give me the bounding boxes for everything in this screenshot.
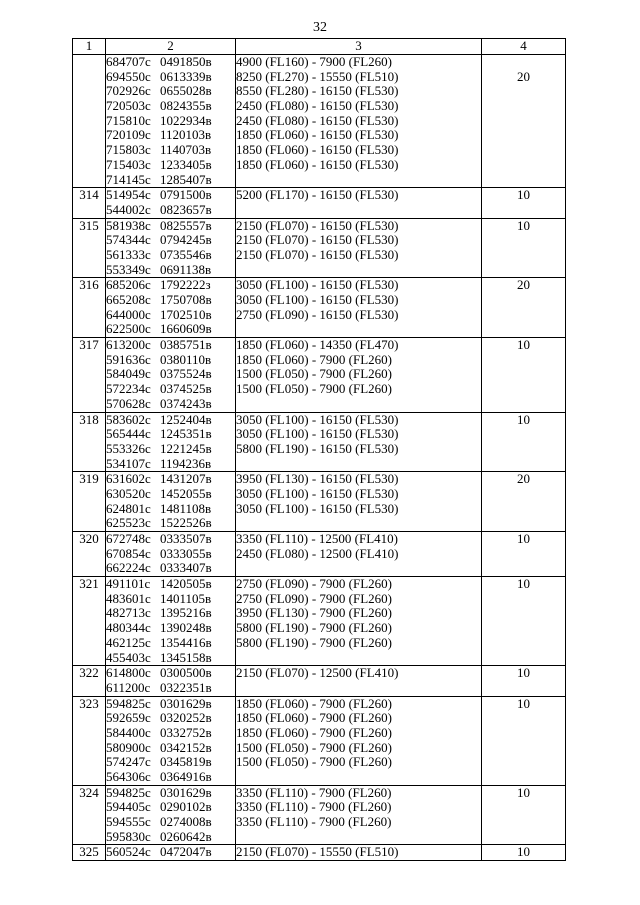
- altitude-range: 3350 (FL110) - 12500 (FL410): [236, 531, 399, 546]
- coordinates-cell: [106, 845, 236, 861]
- longitude: 0823657в: [160, 201, 212, 217]
- row-number: 318: [73, 412, 106, 472]
- latitude: 561333с: [106, 246, 151, 262]
- altitude-range: 5800 (FL190) - 7900 (FL260): [236, 620, 392, 636]
- longitude: 0260642в: [160, 828, 212, 844]
- coordinate-pair: [106, 442, 235, 457]
- coordinate-pair: [106, 84, 235, 99]
- longitude: 0375524в: [160, 366, 212, 382]
- value-cell: [482, 666, 566, 696]
- coordinate-pair: [106, 70, 235, 85]
- value-cell: [482, 338, 566, 412]
- coordinate-pair: [106, 114, 235, 129]
- longitude: 0380110в: [160, 351, 212, 367]
- longitude: 1390248в: [160, 620, 212, 636]
- coordinate-pair: [106, 248, 235, 263]
- coordinates-cell: [106, 338, 236, 412]
- longitude: 1420505в: [160, 576, 212, 592]
- longitude: 0825557в: [160, 217, 212, 233]
- coordinates-cell: [106, 532, 236, 577]
- altitude-range: 3050 (FL100) - 16150 (FL530): [236, 500, 399, 516]
- latitude: 714145с: [106, 171, 151, 187]
- value-cell: [482, 577, 566, 666]
- table-row: [73, 785, 566, 845]
- coordinate-pair: [106, 99, 235, 114]
- altitude-cell: [236, 785, 482, 845]
- altitude-cell: [236, 577, 482, 666]
- zones-table: [72, 38, 566, 861]
- latitude: 482713с: [106, 605, 151, 621]
- altitude-cell: [236, 338, 482, 412]
- coordinate-pair: [106, 397, 235, 412]
- row-number: 320: [73, 532, 106, 577]
- value-cell: [482, 278, 566, 338]
- longitude: 0364916в: [160, 769, 212, 784]
- altitude-range: 1850 (FL060) - 7900 (FL260): [236, 724, 392, 740]
- coordinate-pair: [106, 845, 235, 860]
- longitude: 1702510в: [160, 306, 212, 322]
- value: 10: [517, 531, 530, 546]
- coordinate-pair: [106, 606, 235, 621]
- latitude: 560524с: [106, 844, 151, 860]
- altitude-range: 1850 (FL060) - 7900 (FL260): [236, 351, 392, 367]
- coordinate-pair: [106, 547, 235, 562]
- value-cell: [482, 218, 566, 278]
- altitude-range: 2150 (FL070) - 16150 (FL530): [236, 232, 399, 248]
- coordinates-cell: [106, 696, 236, 785]
- longitude: 0333507в: [160, 531, 212, 546]
- longitude: 1522526в: [160, 515, 212, 531]
- row-number: 323: [73, 696, 106, 785]
- latitude: 670854с: [106, 545, 151, 561]
- value-cell: [482, 845, 566, 861]
- longitude: 1022934в: [160, 112, 212, 128]
- latitude: 565444с: [106, 426, 151, 442]
- longitude: 0691138в: [160, 261, 212, 277]
- altitude-cell: [236, 188, 482, 218]
- longitude: 0274008в: [160, 814, 212, 830]
- longitude: 0491850в: [160, 54, 212, 69]
- value: 10: [517, 784, 530, 800]
- coordinate-pair: [106, 697, 235, 712]
- value-cell: [482, 188, 566, 218]
- longitude: 0472047в: [160, 844, 212, 860]
- latitude: 625523с: [106, 515, 151, 531]
- column-header-1: 1: [73, 39, 106, 55]
- altitude-range: 3050 (FL100) - 16150 (FL530): [236, 426, 399, 442]
- coordinate-pair: [106, 487, 235, 502]
- value: 20: [517, 68, 530, 84]
- row-number: 325: [73, 845, 106, 861]
- latitude: 583602с: [106, 411, 151, 427]
- altitude-cell: [236, 55, 482, 188]
- latitude: 694550с: [106, 68, 151, 84]
- altitude-range: 3350 (FL110) - 7900 (FL260): [236, 799, 392, 815]
- altitude-range: 3950 (FL130) - 7900 (FL260): [236, 605, 392, 621]
- header-row: [73, 39, 566, 55]
- altitude-range: 5800 (FL190) - 7900 (FL260): [236, 634, 392, 650]
- value: 10: [517, 844, 530, 860]
- row-number: 321: [73, 577, 106, 666]
- latitude: 591636с: [106, 351, 151, 367]
- coordinate-pair: [106, 233, 235, 248]
- altitude-cell: [236, 666, 482, 696]
- longitude: 1120103в: [160, 127, 212, 143]
- coordinate-pair: [106, 830, 235, 845]
- altitude-range: 5200 (FL170) - 16150 (FL530): [236, 187, 399, 203]
- table-row: [73, 472, 566, 532]
- value: 10: [517, 217, 530, 233]
- coordinate-pair: [106, 413, 235, 428]
- longitude: 1792222з: [160, 277, 211, 293]
- latitude: 574344с: [106, 232, 151, 248]
- coordinate-pair: [106, 711, 235, 726]
- altitude-cell: [236, 472, 482, 532]
- altitude-range: 8250 (FL270) - 15550 (FL510): [236, 68, 399, 84]
- coordinates-cell: [106, 412, 236, 472]
- latitude: 624801с: [106, 500, 151, 516]
- coordinate-pair: [106, 741, 235, 756]
- longitude: 0374243в: [160, 395, 212, 411]
- latitude: 614800с: [106, 665, 151, 681]
- longitude: 0332752в: [160, 724, 212, 740]
- coordinate-pair: [106, 128, 235, 143]
- table-row: [73, 577, 566, 666]
- value: 10: [517, 411, 530, 427]
- longitude: 1431207в: [160, 471, 212, 487]
- coordinate-pair: [106, 651, 235, 666]
- coordinate-pair: [106, 382, 235, 397]
- value-cell: [482, 532, 566, 577]
- coordinates-cell: [106, 577, 236, 666]
- table-row: [73, 696, 566, 785]
- coordinate-pair: [106, 636, 235, 651]
- longitude: 1245351в: [160, 426, 212, 442]
- page-number: 32: [313, 20, 327, 35]
- coordinate-pair: [106, 338, 235, 353]
- longitude: 0345819в: [160, 754, 212, 770]
- latitude: 584400с: [106, 724, 151, 740]
- value: 10: [517, 337, 530, 353]
- altitude-range: 3350 (FL110) - 7900 (FL260): [236, 814, 392, 830]
- coordinate-pair: [106, 755, 235, 770]
- coordinates-cell: [106, 278, 236, 338]
- table-row: [73, 845, 566, 861]
- coordinate-pair: [106, 322, 235, 337]
- longitude: 0791500в: [160, 187, 212, 203]
- coordinate-pair: [106, 770, 235, 785]
- longitude: 1345158в: [160, 649, 212, 665]
- coordinates-cell: [106, 472, 236, 532]
- altitude-range: 5800 (FL190) - 16150 (FL530): [236, 440, 399, 456]
- altitude-range: 4900 (FL160) - 7900 (FL260): [236, 54, 392, 69]
- longitude: 0613339в: [160, 68, 212, 84]
- coordinate-pair: [106, 353, 235, 368]
- altitude-range: 3050 (FL100) - 16150 (FL530): [236, 277, 399, 293]
- latitude: 564306с: [106, 769, 151, 784]
- altitude-range: 2450 (FL080) - 16150 (FL530): [236, 112, 399, 128]
- table-row: [73, 188, 566, 218]
- latitude: 611200с: [106, 679, 151, 695]
- latitude: 595830с: [106, 828, 151, 844]
- longitude: 0322351в: [160, 679, 212, 695]
- row-number: [73, 55, 106, 188]
- altitude-cell: [236, 412, 482, 472]
- table-row: [73, 338, 566, 412]
- altitude-range: 1500 (FL050) - 7900 (FL260): [236, 754, 392, 770]
- value: 10: [517, 576, 530, 592]
- coordinate-pair: [106, 621, 235, 636]
- column-header-4: 4: [482, 39, 566, 55]
- latitude: 644000с: [106, 306, 151, 322]
- altitude-cell: [236, 845, 482, 861]
- row-number: 316: [73, 278, 106, 338]
- coordinates-cell: [106, 55, 236, 188]
- latitude: 581938с: [106, 217, 151, 233]
- coordinate-pair: [106, 502, 235, 517]
- latitude: 715810с: [106, 112, 151, 128]
- coordinate-pair: [106, 143, 235, 158]
- longitude: 1354416в: [160, 634, 212, 650]
- column-header-2: 2: [106, 39, 236, 55]
- coordinate-pair: [106, 532, 235, 547]
- coordinate-pair: [106, 55, 235, 70]
- value: 10: [517, 187, 530, 203]
- latitude: 685206с: [106, 277, 151, 293]
- longitude: 1285407в: [160, 171, 212, 187]
- latitude: 544002с: [106, 201, 151, 217]
- value-cell: [482, 472, 566, 532]
- altitude-range: 3050 (FL100) - 16150 (FL530): [236, 485, 399, 501]
- latitude: 662224с: [106, 560, 151, 576]
- table-row: [73, 278, 566, 338]
- longitude: 0301629в: [160, 695, 212, 711]
- latitude: 630520с: [106, 485, 151, 501]
- latitude: 594825с: [106, 695, 151, 711]
- longitude: 0320252в: [160, 710, 212, 726]
- latitude: 553326с: [106, 440, 151, 456]
- altitude-range: 2150 (FL070) - 16150 (FL530): [236, 246, 399, 262]
- coordinate-pair: [106, 800, 235, 815]
- latitude: 702926с: [106, 83, 151, 99]
- latitude: 570628с: [106, 395, 151, 411]
- altitude-range: 2750 (FL090) - 16150 (FL530): [236, 306, 399, 322]
- altitude-cell: [236, 696, 482, 785]
- table-row: [73, 412, 566, 472]
- longitude: 0385751в: [160, 337, 212, 353]
- altitude-range: 1500 (FL050) - 7900 (FL260): [236, 366, 392, 382]
- longitude: 1452055в: [160, 485, 212, 501]
- coordinate-pair: [106, 726, 235, 741]
- altitude-range: 2750 (FL090) - 7900 (FL260): [236, 576, 392, 592]
- value-cell: [482, 696, 566, 785]
- coordinate-pair: [106, 263, 235, 278]
- altitude-cell: [236, 218, 482, 278]
- altitude-range: 2450 (FL080) - 16150 (FL530): [236, 98, 399, 114]
- longitude: 1221245в: [160, 440, 212, 456]
- row-number: 319: [73, 472, 106, 532]
- row-number: 315: [73, 218, 106, 278]
- latitude: 720503с: [106, 98, 151, 114]
- coordinate-pair: [106, 666, 235, 681]
- coordinate-pair: [106, 561, 235, 576]
- latitude: 462125с: [106, 634, 151, 650]
- altitude-range: 3350 (FL110) - 7900 (FL260): [236, 784, 392, 800]
- coordinates-cell: [106, 218, 236, 278]
- altitude-range: 2150 (FL070) - 12500 (FL410): [236, 665, 399, 681]
- latitude: 613200с: [106, 337, 151, 353]
- longitude: 0333407в: [160, 560, 212, 576]
- longitude: 0300500в: [160, 665, 212, 681]
- latitude: 592659с: [106, 710, 151, 726]
- coordinates-cell: [106, 666, 236, 696]
- coordinate-pair: [106, 786, 235, 801]
- latitude: 665208с: [106, 292, 151, 307]
- table-row: [73, 666, 566, 696]
- latitude: 594825с: [106, 784, 151, 800]
- latitude: 622500с: [106, 321, 151, 337]
- coordinates-cell: [106, 188, 236, 218]
- row-number: 322: [73, 666, 106, 696]
- latitude: 491101с: [106, 576, 151, 592]
- coordinate-pair: [106, 293, 235, 308]
- column-header-3: 3: [236, 39, 482, 55]
- longitude: 1252404в: [160, 411, 212, 427]
- altitude-range: 1850 (FL060) - 16150 (FL530): [236, 127, 399, 143]
- longitude: 0374525в: [160, 381, 212, 397]
- value-cell: [482, 785, 566, 845]
- longitude: 0655028в: [160, 83, 212, 99]
- latitude: 574247с: [106, 754, 151, 770]
- coordinate-pair: [106, 815, 235, 830]
- coordinate-pair: [106, 367, 235, 382]
- altitude-range: 1850 (FL060) - 14350 (FL470): [236, 337, 399, 353]
- coordinate-pair: [106, 203, 235, 218]
- altitude-range: 2150 (FL070) - 16150 (FL530): [236, 217, 399, 233]
- altitude-range: 3050 (FL100) - 16150 (FL530): [236, 292, 399, 307]
- longitude: 0735546в: [160, 246, 212, 262]
- coordinate-pair: [106, 308, 235, 323]
- altitude-range: 1850 (FL060) - 7900 (FL260): [236, 695, 392, 711]
- latitude: 584049с: [106, 366, 151, 382]
- latitude: 534107с: [106, 455, 151, 471]
- latitude: 483601с: [106, 590, 151, 606]
- altitude-range: 2150 (FL070) - 15550 (FL510): [236, 844, 399, 860]
- longitude: 1395216в: [160, 605, 212, 621]
- longitude: 0290102в: [160, 799, 212, 815]
- longitude: 0301629в: [160, 784, 212, 800]
- latitude: 715803с: [106, 142, 151, 158]
- latitude: 553349с: [106, 261, 151, 277]
- row-number: 314: [73, 188, 106, 218]
- coordinate-pair: [106, 427, 235, 442]
- latitude: 594405с: [106, 799, 151, 815]
- altitude-cell: [236, 532, 482, 577]
- table-row: [73, 532, 566, 577]
- coordinate-pair: [106, 278, 235, 293]
- latitude: 684707с: [106, 54, 151, 69]
- altitude-range: 1500 (FL050) - 7900 (FL260): [236, 739, 392, 755]
- altitude-cell: [236, 278, 482, 338]
- value: 20: [517, 277, 530, 293]
- coordinate-pair: [106, 681, 235, 696]
- longitude: 1194236в: [160, 455, 212, 471]
- coordinate-pair: [106, 158, 235, 173]
- latitude: 480344с: [106, 620, 151, 636]
- table-row: [73, 55, 566, 188]
- coordinate-pair: [106, 592, 235, 607]
- value: 10: [517, 665, 530, 681]
- longitude: 0333055в: [160, 545, 212, 561]
- coordinate-pair: [106, 577, 235, 592]
- coordinate-pair: [106, 516, 235, 531]
- coordinate-pair: [106, 457, 235, 472]
- latitude: 580900с: [106, 739, 151, 755]
- longitude: 1401105в: [160, 590, 212, 606]
- longitude: 0342152в: [160, 739, 212, 755]
- altitude-range: 1850 (FL060) - 7900 (FL260): [236, 710, 392, 726]
- longitude: 1140703в: [160, 142, 212, 158]
- latitude: 455403с: [106, 649, 151, 665]
- altitude-range: 1500 (FL050) - 7900 (FL260): [236, 381, 392, 397]
- latitude: 672748с: [106, 531, 151, 546]
- table-body: [73, 55, 566, 861]
- altitude-range: 1850 (FL060) - 16150 (FL530): [236, 156, 399, 172]
- row-number: 317: [73, 338, 106, 412]
- coordinates-cell: [106, 785, 236, 845]
- latitude: 572234с: [106, 381, 151, 397]
- coordinate-pair: [106, 188, 235, 203]
- coordinate-pair: [106, 173, 235, 188]
- value-cell: [482, 55, 566, 188]
- coordinate-pair: [106, 219, 235, 234]
- latitude: 594555с: [106, 814, 151, 830]
- longitude: 1481108в: [160, 500, 212, 516]
- longitude: 0794245в: [160, 232, 212, 248]
- altitude-range: 2750 (FL090) - 7900 (FL260): [236, 590, 392, 606]
- row-number: 324: [73, 785, 106, 845]
- value: 10: [517, 695, 530, 711]
- altitude-range: 3950 (FL130) - 16150 (FL530): [236, 471, 399, 487]
- altitude-range: 8550 (FL280) - 16150 (FL530): [236, 83, 399, 99]
- value-cell: [482, 412, 566, 472]
- table-row: [73, 218, 566, 278]
- altitude-range: 2450 (FL080) - 12500 (FL410): [236, 545, 399, 561]
- value: 20: [517, 471, 530, 487]
- longitude: 1660609в: [160, 321, 212, 337]
- coordinate-pair: [106, 472, 235, 487]
- altitude-range: 3050 (FL100) - 16150 (FL530): [236, 411, 399, 427]
- latitude: 715403с: [106, 156, 151, 172]
- altitude-range: 1850 (FL060) - 16150 (FL530): [236, 142, 399, 158]
- latitude: 720109с: [106, 127, 151, 143]
- latitude: 514954с: [106, 187, 151, 203]
- longitude: 0824355в: [160, 98, 212, 114]
- latitude: 631602с: [106, 471, 151, 487]
- longitude: 1233405в: [160, 156, 212, 172]
- longitude: 1750708в: [160, 292, 212, 307]
